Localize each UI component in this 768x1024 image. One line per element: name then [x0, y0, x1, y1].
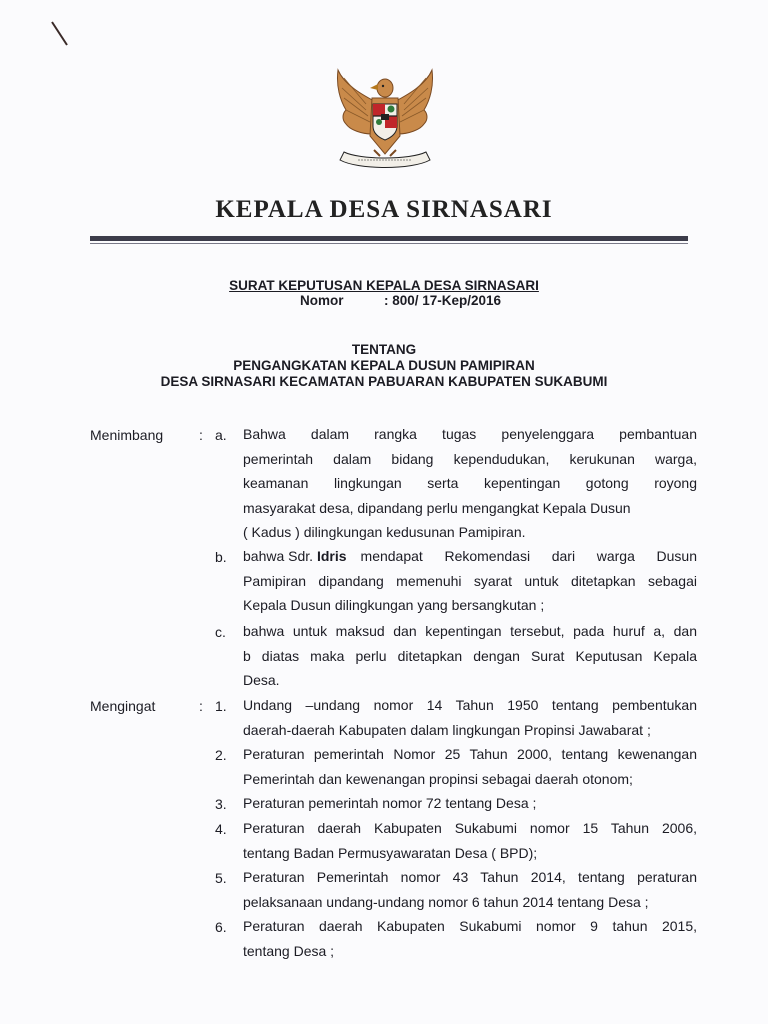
decree-number-value: : 800/ 17-Kep/2016 — [384, 293, 502, 308]
item-line: Pemerintah dan kewenangan propinsi sebagai daerah otonom; — [243, 770, 633, 787]
mengingat-item-3 — [243, 791, 697, 816]
item-text-post: mendapat Rekomendasi dari warga Dusun — [360, 548, 697, 564]
item-line: keamanan lingkungan serta kepentingan gotong royong — [243, 475, 697, 491]
item-line: Peraturan pemerintah nomor 72 tentang Desa ; — [243, 795, 537, 811]
mengingat-marker-5: 5. — [215, 870, 227, 886]
mengingat-marker-6: 6. — [215, 919, 227, 935]
mengingat-marker-4: 4. — [215, 821, 227, 837]
mengingat-marker-3: 3. — [215, 796, 227, 812]
item-line: Peraturan pemerintah Nomor 25 Tahun 2000, tentang kewenangan — [243, 746, 697, 762]
letterhead-rule — [90, 236, 688, 241]
item-line: masyarakat desa, dipandang perlu mengangkat Kepala Dusun — [243, 499, 631, 516]
subject-label: TENTANG — [351, 342, 417, 357]
letterhead-title: KEPALA DESA SIRNASARI — [215, 196, 553, 223]
item-line: Desa. — [243, 672, 280, 688]
item-line: Kepala Dusun dilingkungan yang bersangkutan ; — [243, 597, 545, 613]
menimbang-item-a — [243, 422, 697, 545]
item-line: pelaksanaan undang-undang nomor 6 tahun 2014 tentang Desa ; — [243, 893, 649, 910]
mengingat-marker-1: 1. — [215, 698, 227, 714]
item-line: Pamipiran dipandang memenuhi syarat untuk ditetapkan sebagai — [243, 572, 697, 589]
subject-line-1: PENGANGKATAN KEPALA DUSUN PAMIPIRAN — [233, 358, 535, 373]
item-line — [243, 544, 697, 569]
item-line: bahwa untuk maksud dan kepentingan tersebut, pada huruf a, dan — [243, 623, 697, 639]
menimbang-marker-b: b. — [215, 549, 227, 565]
mengingat-item-4 — [243, 816, 697, 865]
pen-stroke-mark — [50, 20, 70, 48]
item-line: daerah-daerah Kabupaten dalam lingkungan Propinsi Jawabarat ; — [243, 721, 651, 738]
decree-number-label: Nomor — [300, 293, 344, 308]
item-line: tentang Desa ; — [243, 942, 335, 959]
item-text-pre: bahwa Sdr. — [243, 548, 314, 564]
item-line: Peraturan daerah Kabupaten Sukabumi nomor 9 tahun 2015, — [243, 918, 697, 934]
decree-subject — [0, 342, 768, 390]
item-line: b diatas maka perlu ditetapkan dengan Surat Keputusan Kepala — [243, 647, 697, 664]
menimbang-item-b — [243, 544, 697, 618]
menimbang-colon: : — [199, 427, 203, 443]
mengingat-item-5 — [243, 865, 697, 914]
item-line: ( Kadus ) dilingkungan kedusunan Pamipiran. — [243, 524, 526, 540]
mengingat-label: Mengingat — [90, 698, 156, 714]
letterhead-rule-thin — [90, 243, 688, 244]
mengingat-marker-2: 2. — [215, 747, 227, 763]
garuda-emblem-icon — [330, 64, 440, 176]
mengingat-item-2 — [243, 742, 697, 791]
item-line: pemerintah dalam bidang kependudukan, kerukunan warga, — [243, 450, 697, 467]
mengingat-item-1 — [243, 693, 697, 742]
subject-line-2: DESA SIRNASARI KECAMATAN PABUARAN KABUPATEN SUKABUMI — [160, 374, 608, 389]
menimbang-item-c — [243, 619, 697, 693]
item-line: Undang –undang nomor 14 Tahun 1950 tentang pembentukan — [243, 697, 697, 713]
menimbang-marker-a: a. — [215, 427, 227, 443]
menimbang-marker-c: c. — [215, 624, 226, 640]
item-line: Bahwa dalam rangka tugas penyelenggara pembantuan — [243, 426, 697, 442]
nominee-name: Idris — [316, 548, 347, 564]
mengingat-item-6 — [243, 914, 697, 963]
item-line: Peraturan Pemerintah nomor 43 Tahun 2014, tentang peraturan — [243, 869, 697, 885]
item-line: tentang Badan Permusyawaratan Desa ( BPD); — [243, 844, 538, 861]
menimbang-label: Menimbang — [90, 427, 164, 443]
item-line: Peraturan daerah Kabupaten Sukabumi nomor 15 Tahun 2006, — [243, 820, 697, 836]
decree-title: SURAT KEPUTUSAN KEPALA DESA SIRNASARI — [229, 278, 539, 293]
mengingat-colon: : — [199, 698, 203, 714]
